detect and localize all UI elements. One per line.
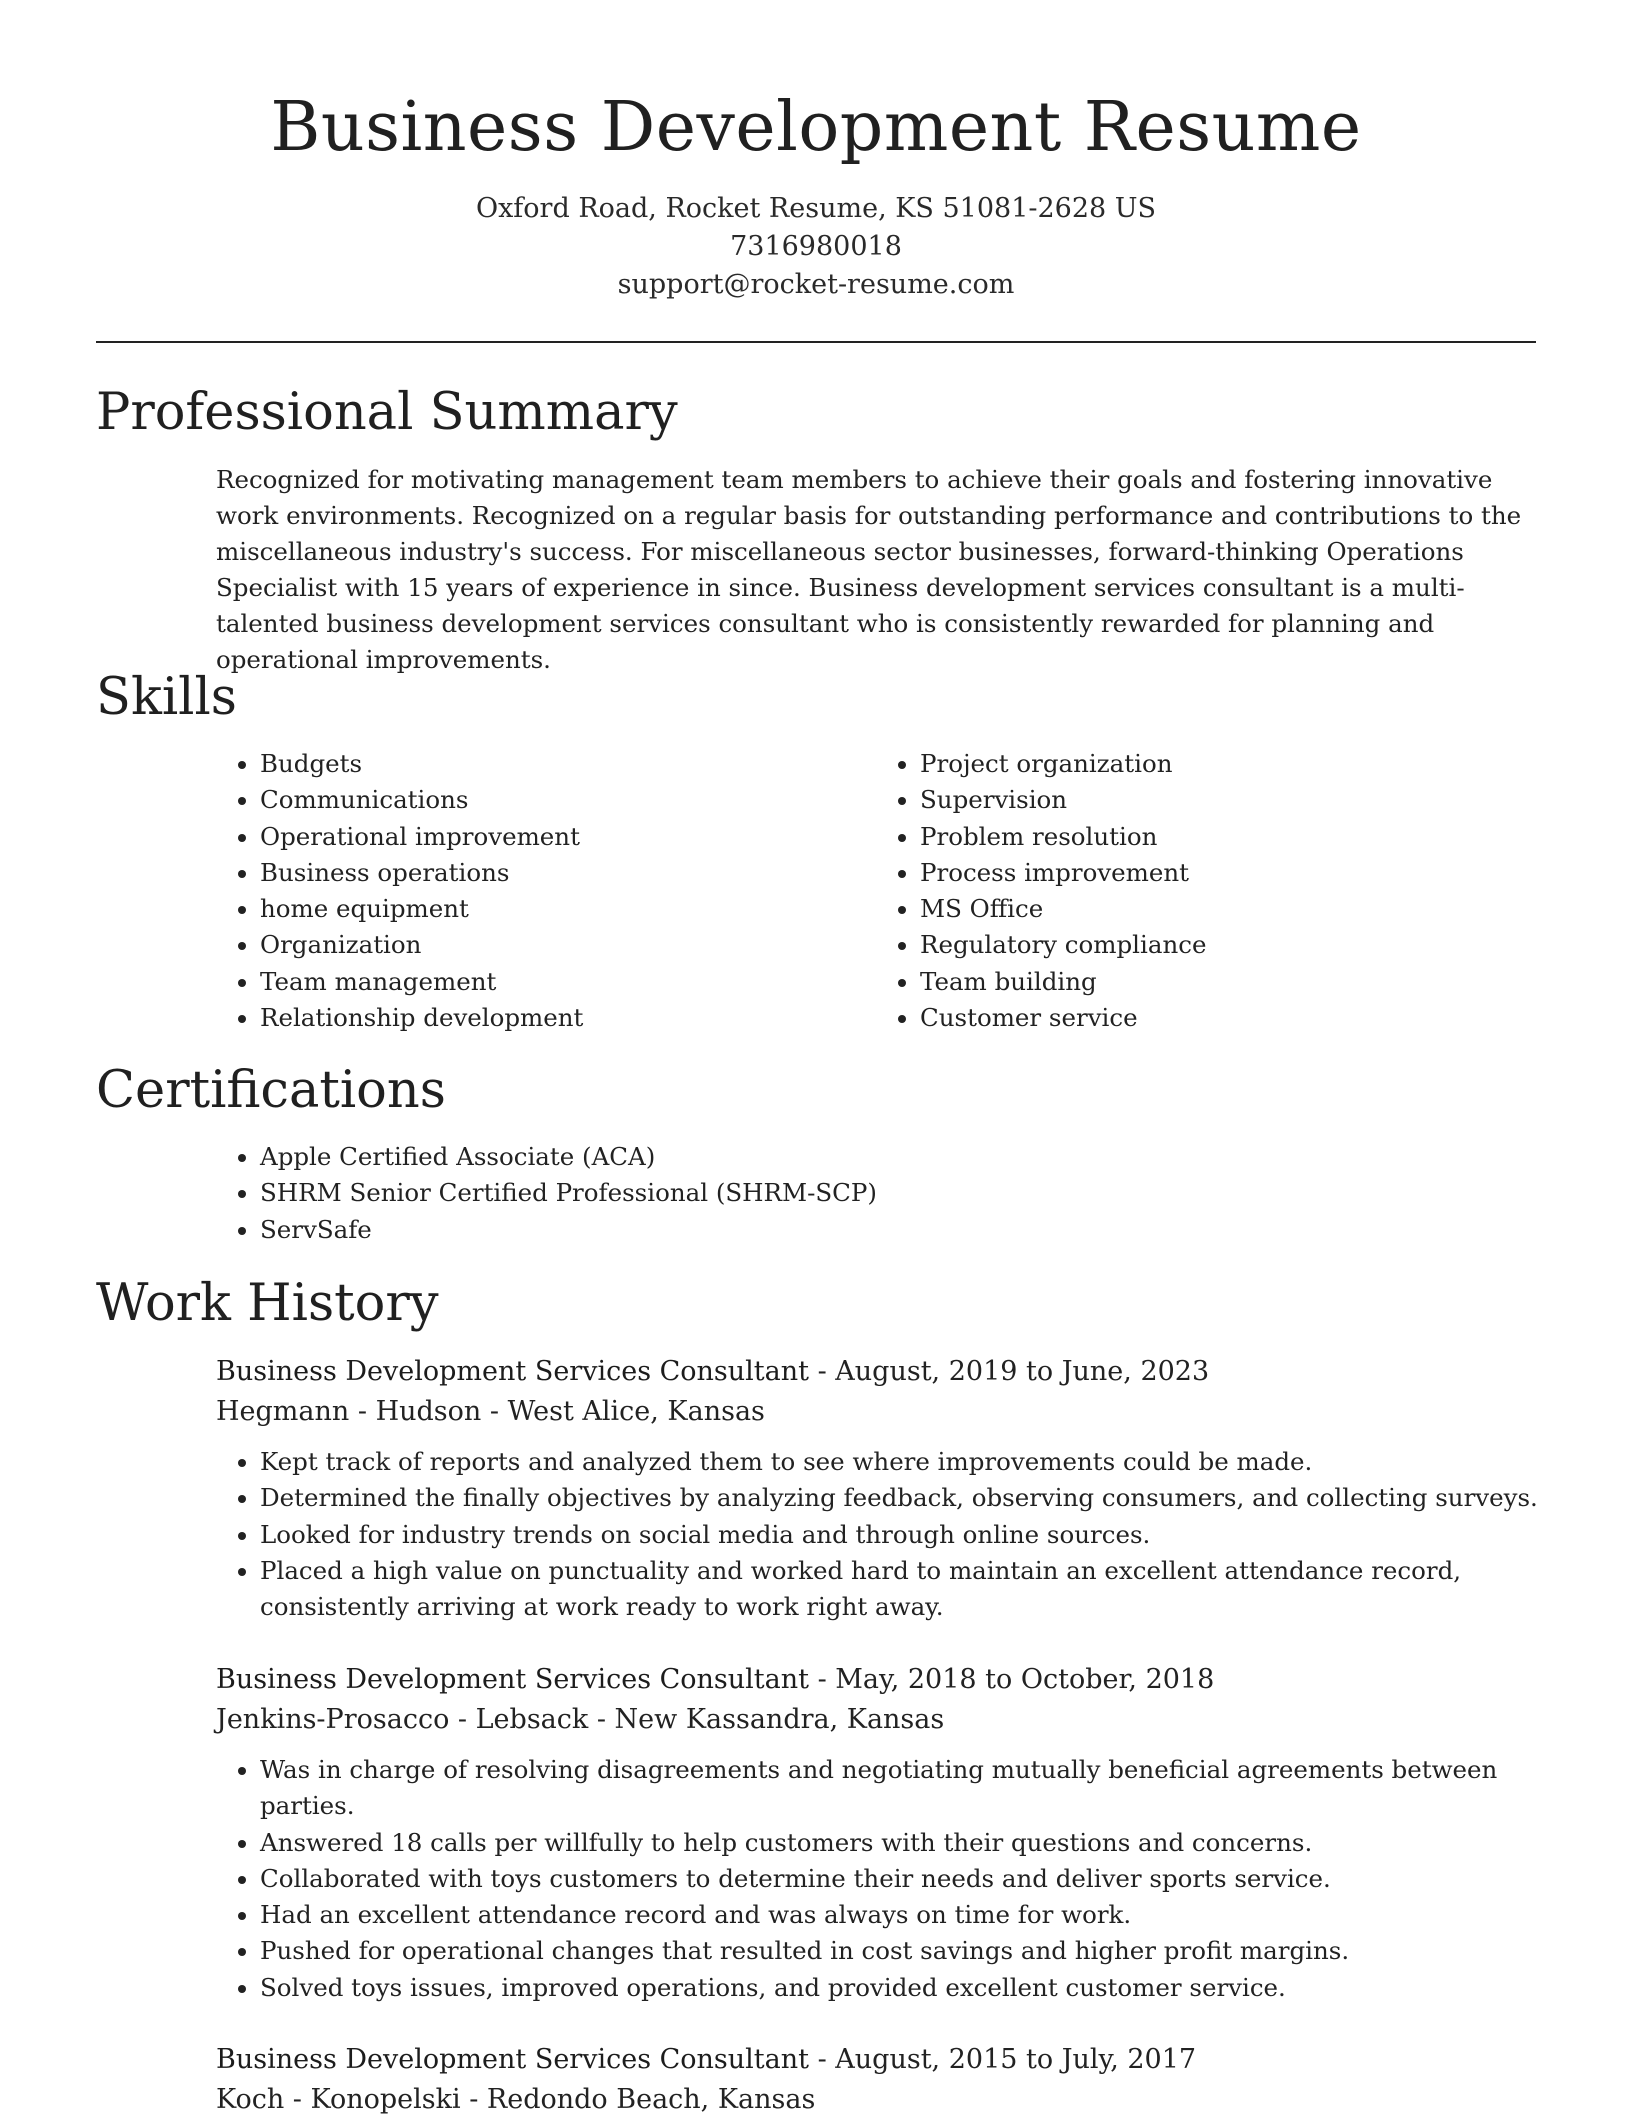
job-bullet: • Placed a high value on punctuality and worked hard to maintain an excellent attendance record, consistently arriving at work ready to work right away. [260, 1553, 1538, 1626]
skill-item: • Budgets [260, 746, 876, 782]
job-bullet: • Determined the finally objectives by analyzing feedback, observing consumers, and collecting surveys. [260, 1480, 1538, 1516]
job-location: - West Alice, Kansas [481, 1396, 765, 1427]
certifications-list [216, 1139, 1536, 1248]
job-title: Business Development Services Consultant [216, 1664, 809, 1695]
skill-item: • Problem resolution [920, 819, 1536, 855]
job-company: Koch - Konopelski [216, 2084, 461, 2115]
contact-address: Oxford Road, Rocket Resume, KS 51081-2628 US [475, 193, 1157, 224]
skill-item: • Project organization [920, 746, 1536, 782]
job-company: Jenkins-Prosacco - Lebsack [216, 1704, 589, 1735]
job-title-line [216, 1352, 1538, 1392]
header-divider [96, 341, 1536, 343]
job-company-line [216, 2080, 1538, 2120]
certification-item: • ServSafe [260, 1212, 1536, 1248]
job-bullets [216, 1444, 1538, 1625]
job-title: Business Development Services Consultant [216, 1356, 809, 1387]
job-bullets [216, 1752, 1538, 2006]
skills-heading: Skills [96, 668, 237, 727]
job-dates: - May, 2018 to October, 2018 [809, 1664, 1215, 1695]
skills-column-right [876, 746, 1536, 1036]
job-bullet: • Collaborated with toys customers to determine their needs and deliver sports service. [260, 1861, 1538, 1897]
job-company-line [216, 1700, 1538, 1740]
job-company-line [216, 1392, 1538, 1432]
job-title-line [216, 1660, 1538, 1700]
job-title: Business Development Services Consultant [216, 2044, 809, 2075]
job-bullet: • Kept track of reports and analyzed them to see where improvements could be made. [260, 1444, 1538, 1480]
job-bullet: • Had an excellent attendance record and was always on time for work. [260, 1897, 1538, 1933]
skill-item: • Regulatory compliance [920, 927, 1536, 963]
job-entry [216, 1352, 1538, 1625]
contact-info [0, 190, 1632, 304]
contact-phone: 7316980018 [730, 231, 902, 262]
job-dates: - August, 2019 to June, 2023 [809, 1356, 1210, 1387]
job-dates: - August, 2015 to July, 2017 [809, 2044, 1197, 2075]
skills-list [216, 746, 1536, 1036]
skill-item: • Business operations [260, 855, 876, 891]
skill-item: • Team management [260, 964, 876, 1000]
job-title-line [216, 2040, 1538, 2080]
summary-text: Recognized for motivating management team members to achieve their goals and fostering innovative work environments. Recognized on a regular basis for outstanding performance and contributions to the miscellaneous industry's success. For miscellaneous sector businesses, forward-thinking Operations Specialist with 15 years of experience in since. Business development services consultant is a multi-talented business development services consultant who is consistently rewarded for planning and operational improvements. [216, 465, 1522, 674]
job-entry [216, 2040, 1538, 2120]
skills-column-left [216, 746, 876, 1036]
skill-item: • Operational improvement [260, 819, 876, 855]
skill-item: • Supervision [920, 782, 1536, 818]
skill-item: • MS Office [920, 891, 1536, 927]
job-bullet: • Was in charge of resolving disagreements and negotiating mutually beneficial agreements between parties. [260, 1752, 1538, 1825]
skill-item: • home equipment [260, 891, 876, 927]
skill-item: • Relationship development [260, 1000, 876, 1036]
summary-heading: Professional Summary [96, 383, 678, 442]
skill-item: • Customer service [920, 1000, 1536, 1036]
job-entry [216, 1660, 1538, 2006]
resume-title: Business Development Resume [270, 88, 1362, 167]
certification-item: • Apple Certified Associate (ACA) [260, 1139, 1536, 1175]
contact-email: support@rocket-resume.com [617, 269, 1015, 300]
job-bullet: • Pushed for operational changes that resulted in cost savings and higher profit margins. [260, 1933, 1538, 1969]
work-history-heading: Work History [96, 1274, 439, 1333]
skill-item: • Organization [260, 927, 876, 963]
skill-item: • Process improvement [920, 855, 1536, 891]
job-bullet: • Answered 18 calls per willfully to help customers with their questions and concerns. [260, 1825, 1538, 1861]
job-bullet: • Solved toys issues, improved operations, and provided excellent customer service. [260, 1970, 1538, 2006]
job-location: - Redondo Beach, Kansas [460, 2084, 816, 2115]
certifications-heading: Certifications [96, 1061, 446, 1120]
resume-header [0, 0, 1632, 304]
job-location: - New Kassandra, Kansas [588, 1704, 945, 1735]
skill-item: • Communications [260, 782, 876, 818]
certification-item: • SHRM Senior Certified Professional (SHRM-SCP) [260, 1175, 1536, 1211]
job-company: Hegmann - Hudson [216, 1396, 482, 1427]
skill-item: • Team building [920, 964, 1536, 1000]
job-bullet: • Looked for industry trends on social media and through online sources. [260, 1517, 1538, 1553]
